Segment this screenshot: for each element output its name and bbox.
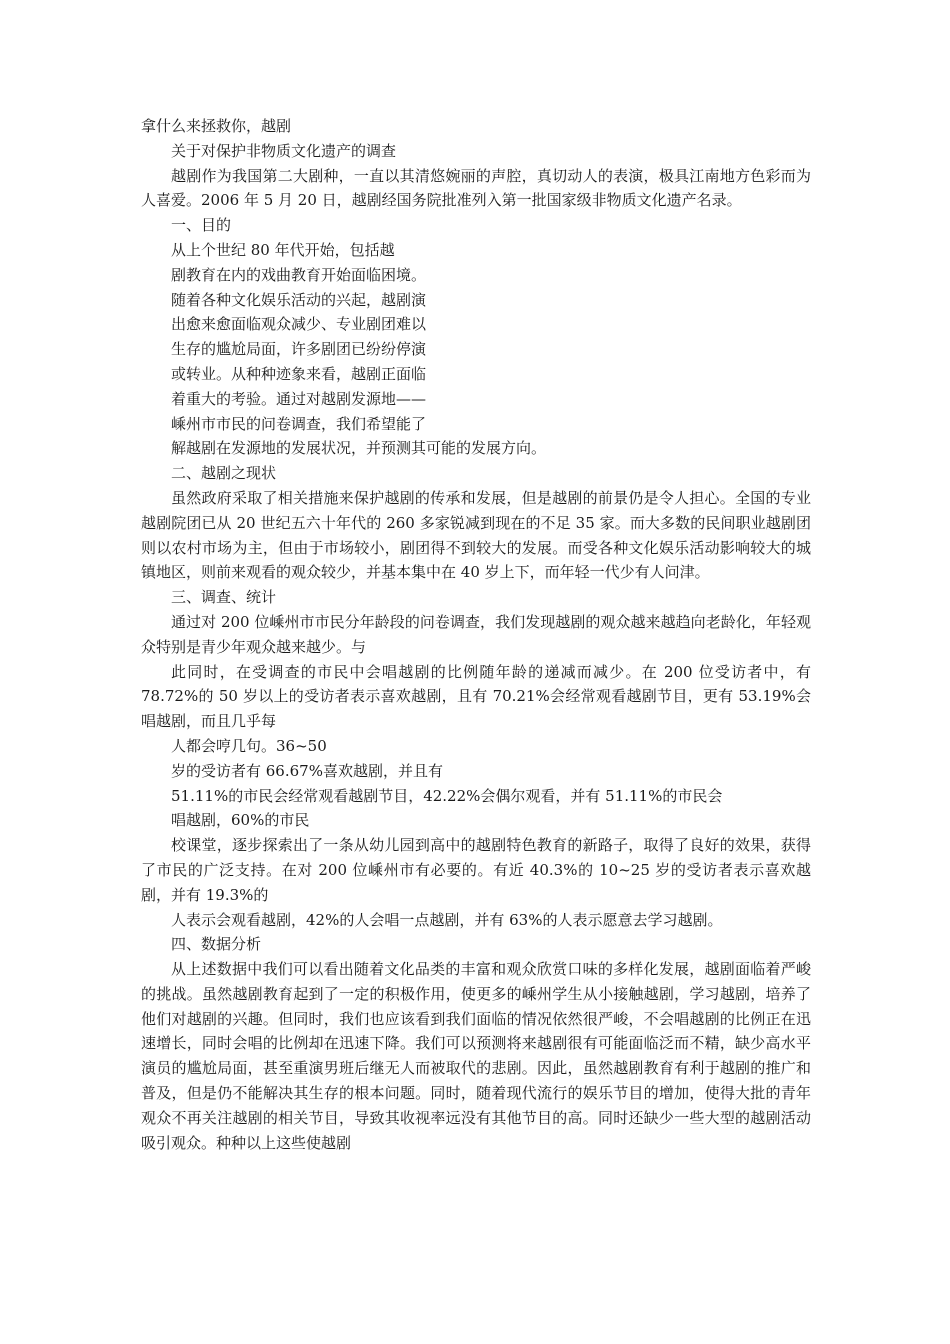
section-heading-analysis: 四、数据分析 xyxy=(171,935,262,954)
purpose-line: 生存的尴尬局面，许多剧团已纷纷停演 xyxy=(171,340,427,359)
purpose-line: 从上个世纪 80 年代开始，包括越 xyxy=(171,240,395,259)
survey-line: 人表示会观看越剧，42%的人会唱一点越剧，并有 63%的人表示愿意去学习越剧。 xyxy=(171,910,723,929)
section-heading-purpose: 一、目的 xyxy=(171,216,232,235)
purpose-line: 剧教育在内的戏曲教育开始面临困境。 xyxy=(171,265,427,284)
purpose-line: 或转业。从种种迹象来看，越剧正面临 xyxy=(171,364,427,383)
purpose-line: 解越剧在发源地的发展状况，并预测其可能的发展方向。 xyxy=(171,439,547,458)
purpose-line: 着重大的考验。通过对越剧发源地—— xyxy=(171,389,427,408)
purpose-line: 嵊州市市民的问卷调查，我们希望能了 xyxy=(171,414,427,433)
survey-paragraph: 此同时，在受调查的市民中会唱越剧的比例随年龄的递减而减少。在 200 位受访者中，有 78.72%的 50 岁以上的受访者表示喜欢越剧，且有 70.21%会经常观看越剧节目，更有 53.19%会唱越剧，而且几乎每 xyxy=(141,662,811,731)
section-heading-status: 二、越剧之现状 xyxy=(171,464,277,483)
document-subtitle: 关于对保护非物质文化遗产的调查 xyxy=(171,141,397,160)
survey-line: 唱越剧，60%的市民 xyxy=(171,811,310,830)
analysis-paragraph: 从上述数据中我们可以看出随着文化品类的丰富和观众欣赏口味的多样化发展，越剧面临着严峻的挑战。虽然越剧教育起到了一定的积极作用，使更多的嵊州学生从小接触越剧，学习越剧，培养了他们对越剧的兴趣。但同时，我们也应该看到我们面临的情况依然很严峻，不会唱越剧的比例正在迅速增长，同时会唱的比例却在迅速下降。我们可以预测将来越剧很有可能面临泛而不精，缺少高水平演员的尴尬局面，甚至重演男班后继无人而被取代的悲剧。因此，虽然越剧教育有利于越剧的推广和普及，但是仍不能解决其生存的根本问题。同时，随着现代流行的娱乐节目的增加，使得大批的青年观众不再关注越剧的相关节目，导致其收视率远没有其他节目的高。同时还缺少一些大型的越剧活动吸引观众。种种以上这些使越剧 xyxy=(141,960,811,1152)
document-title: 拿什么来拯救你，越剧 xyxy=(141,117,292,135)
section-heading-survey: 三、调查、统计 xyxy=(171,588,277,607)
status-paragraph: 虽然政府采取了相关措施来保护越剧的传承和发展，但是越剧的前景仍是令人担心。全国的专业越剧院团已从 20 世纪五六十年代的 260 多家锐减到现在的不足 35 家。而大多数的民间职业越剧团则以农村市场为主，但由于市场较小，剧团得不到较大的发展。而受各种文化娱乐活动影响较大的城镇地区，则前来观看的观众较少，并基本集中在 40 岁上下，而年轻一代少有人问津。 xyxy=(141,488,811,582)
survey-line: 人都会哼几句。36~50 xyxy=(171,736,327,755)
survey-line: 岁的受访者有 66.67%喜欢越剧，并且有 xyxy=(171,761,443,780)
survey-line: 51.11%的市民会经常观看越剧节目，42.22%会偶尔观看，并有 51.11%的市民会 xyxy=(171,786,723,805)
purpose-line: 出愈来愈面临观众减少、专业剧团难以 xyxy=(171,315,427,334)
survey-paragraph: 校课堂，逐步探索出了一条从幼儿园到高中的越剧特色教育的新路子，取得了良好的效果，获得了市民的广泛支持。在对 200 位嵊州市有必要的。有近 40.3%的 10~25 岁的受访者表示喜欢越剧，并有 19.3%的 xyxy=(141,836,811,904)
purpose-line: 随着各种文化娱乐活动的兴起，越剧演 xyxy=(171,290,427,309)
document-page xyxy=(141,114,811,1155)
intro-paragraph: 越剧作为我国第二大剧种，一直以其清悠婉丽的声腔，真切动人的表演，极具江南地方色彩而为人喜爱。2006 年 5 月 20 日，越剧经国务院批准列入第一批国家级非物质文化遗产名录。 xyxy=(141,166,811,210)
survey-paragraph: 通过对 200 位嵊州市市民分年龄段的问卷调查，我们发现越剧的观众越来越趋向老龄化，年轻观众特别是青少年观众越来越少。与 xyxy=(141,612,811,656)
